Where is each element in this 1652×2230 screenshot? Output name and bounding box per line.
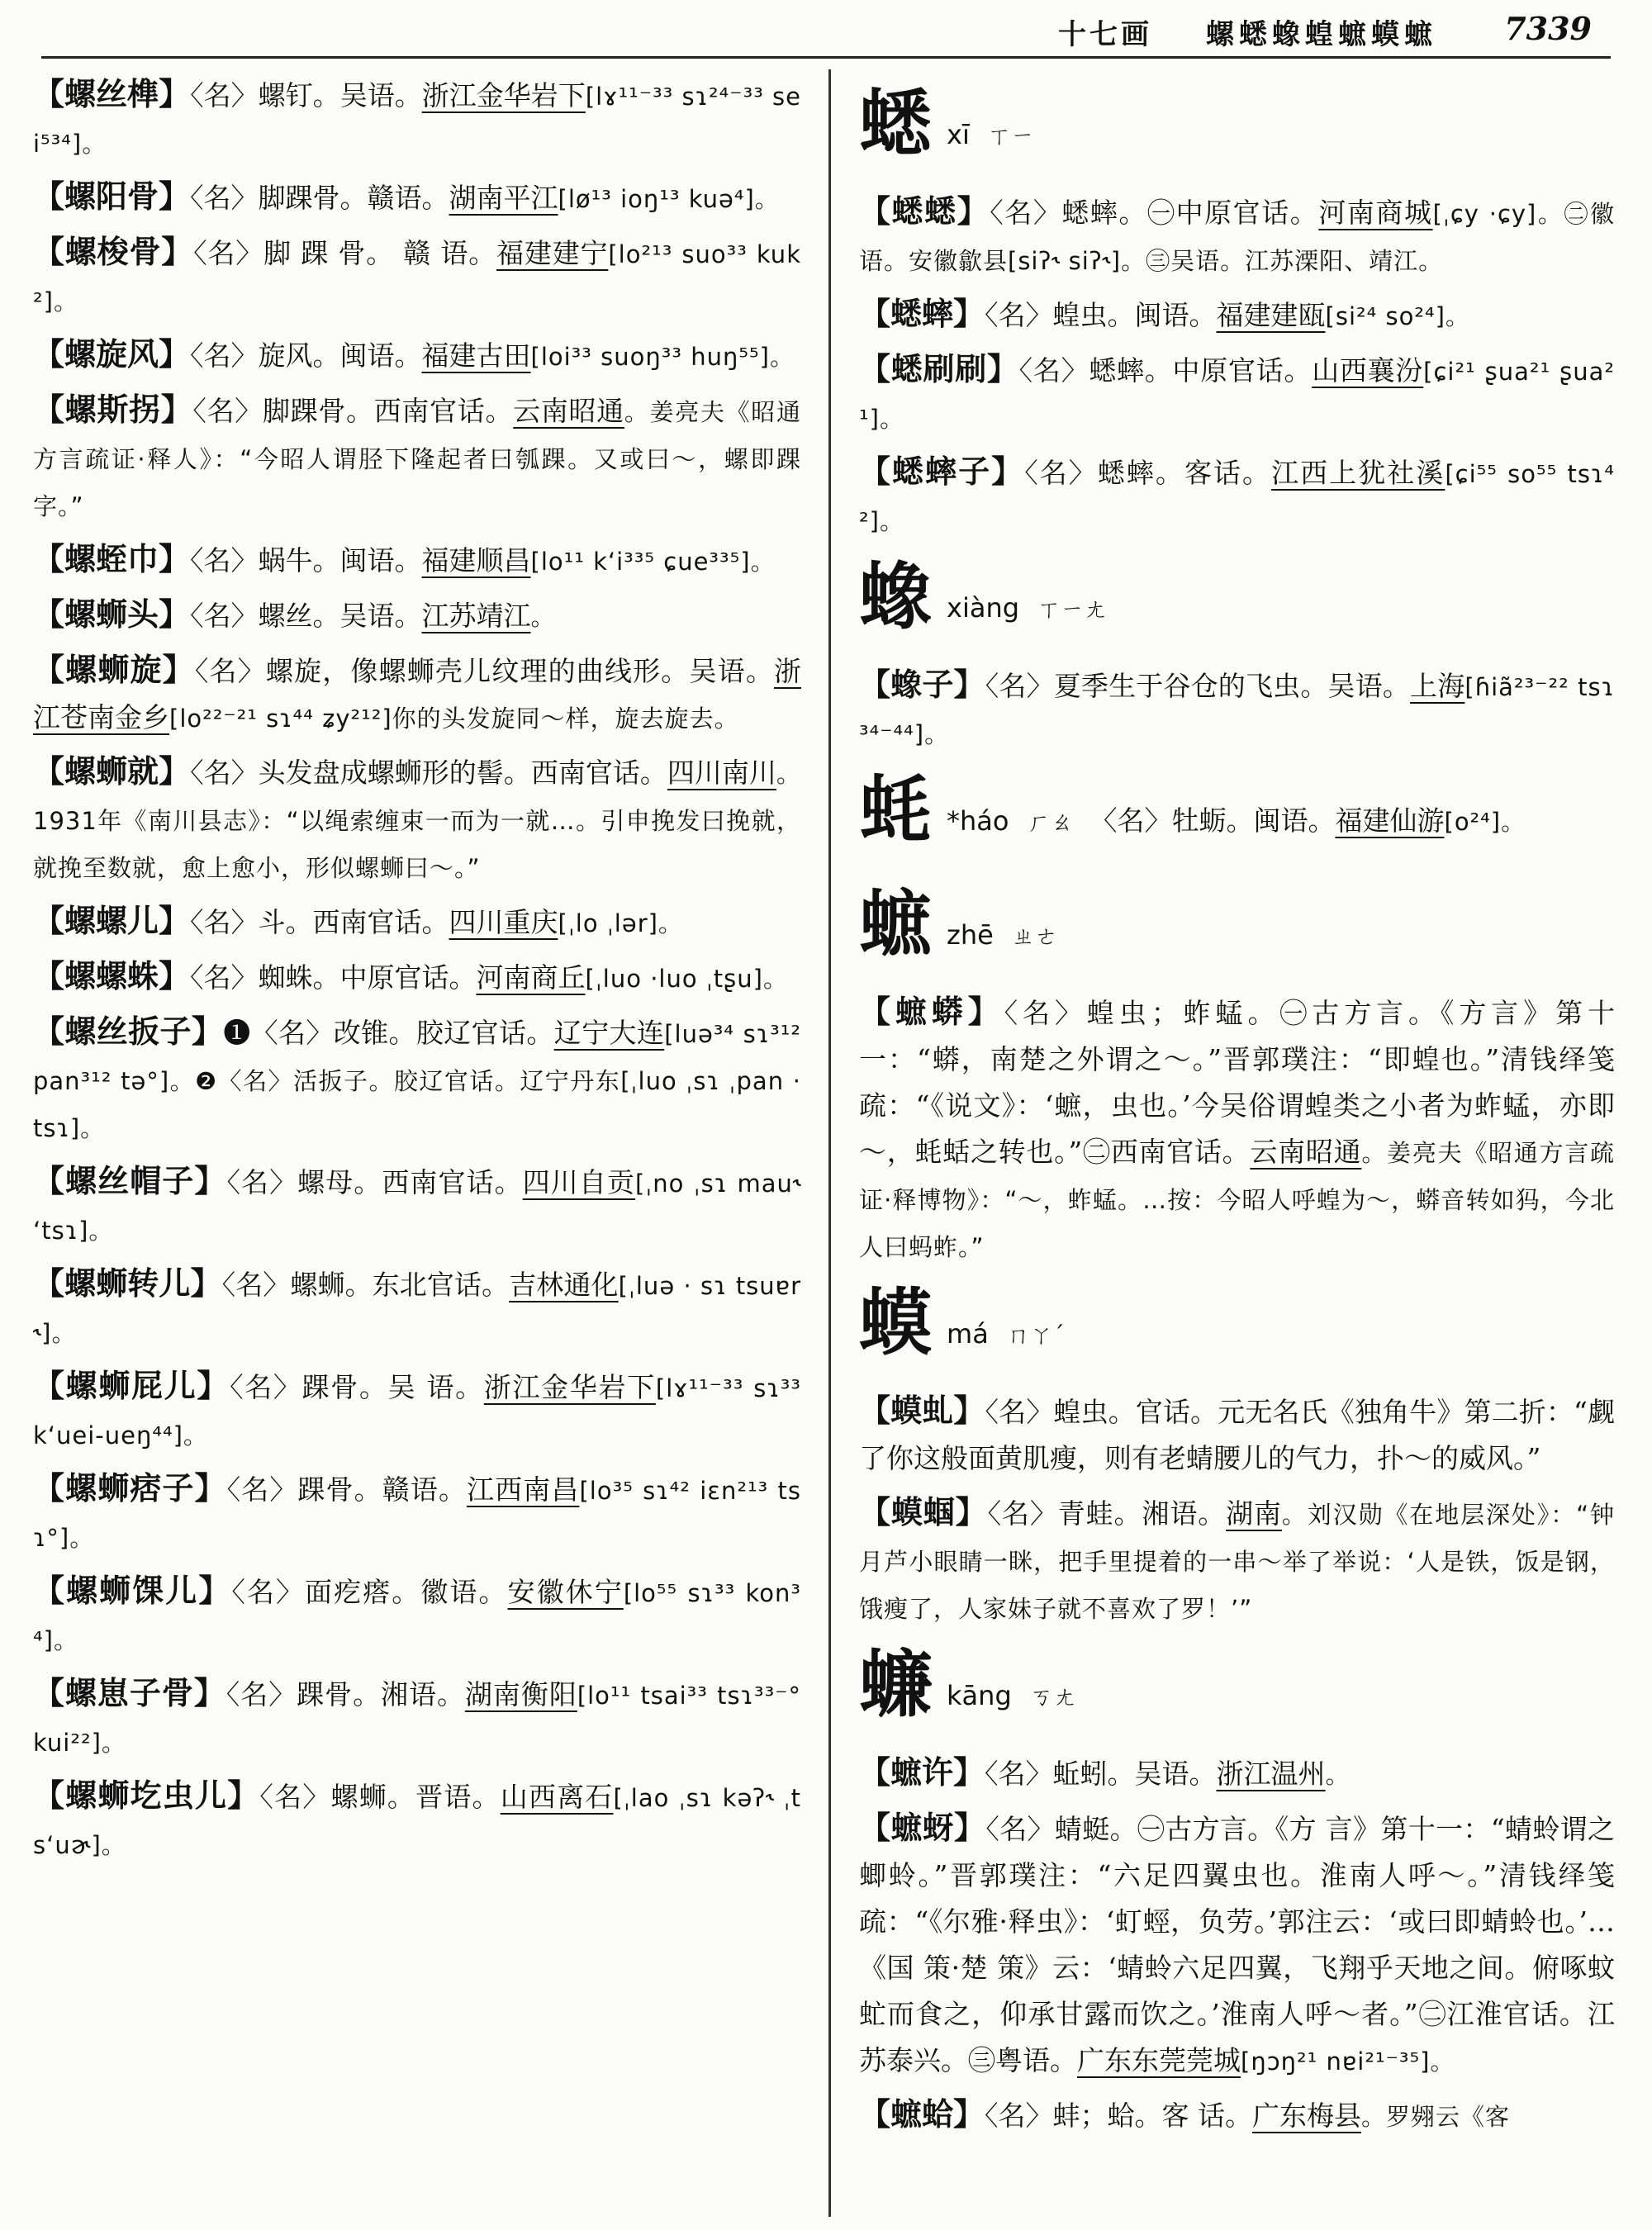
zhuyin: ㄏㄠ bbox=[1027, 809, 1074, 836]
entry-pronunciation: [lo¹¹ k‘i³³⁵ ɕue³³⁵]。 bbox=[530, 548, 776, 576]
pinyin: má bbox=[947, 1318, 989, 1350]
xi-entries bbox=[859, 188, 1615, 544]
entry-location: 四川南川 bbox=[667, 757, 776, 789]
entry-pronunciation: 。 bbox=[530, 603, 556, 631]
zhuyin: ㄒㄧㄤ bbox=[1037, 595, 1108, 623]
char-head-xiang bbox=[859, 551, 1615, 658]
entry-headword: 【螺蛭巾】 bbox=[33, 540, 191, 577]
dictionary-entry bbox=[33, 1260, 801, 1356]
entry-headword: 【蟅蚜】 bbox=[859, 1809, 986, 1846]
entry-headword: 【蟋蟀】 bbox=[859, 295, 985, 332]
dictionary-entry bbox=[33, 229, 801, 325]
entry-location: 浙江金华岩下 bbox=[421, 79, 586, 112]
entry-definition: 〈名〉螺钉。吴语。 bbox=[190, 79, 422, 112]
entry-location: 四川自贡 bbox=[522, 1166, 636, 1198]
entry-pronunciation: [ˌlao ˌsɿ kəʔ˞ ˌts‘uɚ]。 bbox=[33, 1784, 801, 1859]
entry-definition: 〈名〉踝骨。赣语。 bbox=[226, 1473, 468, 1506]
entry-definition: 〈名〉蚯蚓。吴语。 bbox=[985, 1758, 1217, 1790]
entry-definition: 〈名〉蜻蜓。㊀古方言。《方 言》第十一：“蜻蛉谓之蝍蛉。”晋郭璞注：“六足四翼虫也。淮南人呼～。”清钱绎笺疏：“《尔雅·释虫》：‘虰蛵，负劳。’郭注云：‘或曰即蜻蛉也。’…《国 策·楚 策》云：‘蜻蛉六足四翼，飞翔乎天地之间。俯啄蚊虻而食之，仰承甘露而饮之。’淮南人呼～者。”㊁江淮官话。江苏泰兴。㊂粤语。 bbox=[859, 1813, 1615, 2076]
page-number: 7339 bbox=[1504, 10, 1592, 47]
entry-headword: 【蟋刷刷】 bbox=[859, 350, 1019, 387]
entry-location: 广东东莞莞城 bbox=[1077, 2044, 1241, 2076]
dictionary-entry bbox=[859, 291, 1615, 339]
dictionary-entry bbox=[859, 346, 1615, 442]
entry-definition: 〈名〉螺母。西南官话。 bbox=[226, 1166, 523, 1198]
entry-pronunciation: [ŋɔŋ²¹ nɐi²¹⁻³⁵]。 bbox=[1241, 2047, 1455, 2076]
dictionary-entry bbox=[859, 989, 1615, 1270]
zhuyin: ㄎㄤ bbox=[1029, 1683, 1076, 1710]
zhuyin: ㄇㄚˊ bbox=[1006, 1321, 1065, 1349]
dictionary-entry bbox=[33, 647, 801, 742]
head-char: 蟆 bbox=[859, 1279, 933, 1365]
pinyin: *háo bbox=[947, 805, 1009, 837]
entry-headword: 【螺丝扳子】 bbox=[33, 1013, 224, 1050]
hao-ipa: [o²⁴]。 bbox=[1444, 808, 1526, 836]
entry-definition: 〈名〉踝骨。吴 语。 bbox=[230, 1371, 484, 1403]
entry-headword: 【螺崽子骨】 bbox=[33, 1674, 226, 1711]
xiang-entries bbox=[859, 662, 1615, 757]
dictionary-entry bbox=[33, 1158, 801, 1254]
entry-headword: 【螺蛳馃儿】 bbox=[33, 1572, 232, 1609]
entry-headword: 【蟅蛤】 bbox=[859, 2095, 985, 2133]
column-divider bbox=[828, 69, 831, 2217]
entry-location: 湖南平江 bbox=[449, 182, 558, 214]
entry-location: 浙江温州 bbox=[1216, 1758, 1326, 1790]
dictionary-entry bbox=[33, 71, 801, 167]
entry-headword: 【蟅蟒】 bbox=[859, 993, 1004, 1030]
entry-definition: 〈名〉脚踝骨。西南官话。 bbox=[192, 395, 514, 427]
entry-headword: 【蟆虬】 bbox=[859, 1392, 985, 1429]
section-label: 十七画 bbox=[1058, 18, 1152, 51]
entry-definition: 〈名〉踝骨。湘语。 bbox=[225, 1678, 465, 1710]
entry-location: 江西上犹社溪 bbox=[1271, 457, 1446, 489]
char-head-hao bbox=[859, 764, 1615, 871]
char-head-kang bbox=[859, 1639, 1615, 1746]
dictionary-entry bbox=[33, 591, 801, 640]
pinyin: zhē bbox=[947, 919, 994, 951]
entry-pronunciation: [ɕi⁵⁵ so⁵⁵ tsɿ⁴²]。 bbox=[859, 460, 1615, 535]
entry-pronunciation: [ɦiã²³⁻²² tsɿ³⁴⁻⁴⁴]。 bbox=[859, 673, 1615, 748]
dictionary-entry bbox=[859, 2091, 1615, 2140]
head-char: 蟋 bbox=[859, 80, 933, 166]
entry-headword: 【螺蛳旋】 bbox=[33, 651, 195, 688]
entry-pronunciation: [lo⁵⁵ sɿ³³ kon³⁴]。 bbox=[33, 1579, 801, 1654]
ma-entries bbox=[859, 1388, 1615, 1632]
entry-headword: 【蟆蝈】 bbox=[859, 1493, 988, 1530]
dictionary-entry bbox=[859, 448, 1615, 544]
entry-headword: 【螺蛳转儿】 bbox=[33, 1264, 222, 1302]
entry-pronunciation: 。姜亮夫《昭通方言疏证·释博物》：“～，蚱蜢。…按：今昭人呼蝗为～，蟒音转如犸，今北人曰蚂蚱。” bbox=[859, 1139, 1616, 1261]
dictionary-entry bbox=[33, 1772, 801, 1868]
header-chars: 螺蟋蟓蝗蟅蟆蟅 bbox=[1206, 18, 1437, 51]
entry-location: 辽宁大连 bbox=[553, 1017, 665, 1049]
head-char: 蟓 bbox=[859, 553, 933, 639]
entry-headword: 【螺蛳痞子】 bbox=[33, 1469, 227, 1506]
entry-location: 吉林通化 bbox=[509, 1269, 619, 1301]
entry-headword: 【蟅许】 bbox=[859, 1753, 985, 1791]
dictionary-entry bbox=[33, 898, 801, 947]
entry-headword: 【螺斯拐】 bbox=[33, 391, 193, 428]
entry-location: 江苏靖江 bbox=[421, 600, 531, 632]
entry-definition: 〈名〉螺蛳。晋语。 bbox=[259, 1781, 501, 1813]
entry-pronunciation: [lo³⁵ sɿ⁴² iɛn²¹³ tsɿ°]。 bbox=[33, 1477, 802, 1552]
entry-pronunciation: [lɤ¹¹⁻³³ sɿ³³ k‘uei-ueŋ⁴⁴]。 bbox=[33, 1374, 801, 1450]
entry-headword: 【蟋蟀子】 bbox=[859, 453, 1025, 490]
entry-pronunciation: [lo²¹³ suo³³ kuk²]。 bbox=[33, 240, 801, 316]
entry-location: 福建古田 bbox=[421, 339, 531, 372]
entry-pronunciation: [lɤ¹¹⁻³³ sɿ²⁴⁻³³ sei⁵³⁴]。 bbox=[33, 83, 801, 158]
dictionary-entry bbox=[859, 1805, 1615, 2085]
entry-pronunciation: [ˌlo ˌlər]。 bbox=[558, 909, 683, 937]
entry-definition: 〈名〉脚 踝 骨。 赣 语。 bbox=[193, 237, 497, 269]
zhuyin: ㄒㄧ bbox=[987, 122, 1034, 149]
head-char: 蚝 bbox=[859, 766, 933, 852]
entry-location: 浙江苍南金乡 bbox=[33, 655, 801, 733]
entry-location: 安徽休宁 bbox=[507, 1576, 624, 1608]
entry-definition: 〈名〉螺丝。吴语。 bbox=[190, 600, 422, 632]
entry-headword: 【螺蛳圪虫儿】 bbox=[33, 1777, 260, 1814]
entry-pronunciation: 。 bbox=[1325, 1761, 1351, 1789]
entry-location: 福建建宁 bbox=[496, 237, 609, 269]
left-column bbox=[33, 71, 801, 1875]
dictionary-entry bbox=[33, 1670, 801, 1766]
entry-pronunciation: [ˌluə · sɿ tsuɐr˞]。 bbox=[33, 1272, 801, 1347]
entry-pronunciation: 。1931年《南川县志》：“以绳索缠束一而为一就…。引申挽发曰挽就，就挽至数就，愈上愈小，形似螺蛳曰～。” bbox=[33, 760, 801, 882]
entry-pronunciation: 。刘汉勋《在地层深处》：“钟月芦小眼睛一眯，把手里提着的一串～举了举说：‘人是铁，饭是钢，饿瘦了，人家妹子就不喜欢了罗！’” bbox=[859, 1501, 1616, 1623]
entry-headword: 【蟓子】 bbox=[859, 666, 985, 703]
entry-location: 云南昭通 bbox=[1250, 1136, 1362, 1168]
dictionary-entry bbox=[33, 1465, 801, 1561]
char-head-xi bbox=[859, 78, 1615, 185]
entry-definition: 〈名〉蝗虫。官话。元无名氏《独角牛》第二折：“觑了你这般面黄肌瘦，则有老蜻腰儿的气力，扑～的威风。” bbox=[859, 1396, 1615, 1474]
entry-location: 浙江金华岩下 bbox=[483, 1371, 656, 1403]
entry-headword: 【螺阳骨】 bbox=[33, 178, 191, 215]
kang-entries bbox=[859, 1749, 1615, 2140]
entry-definition: 〈名〉夏季生于谷仓的飞虫。吴语。 bbox=[985, 670, 1411, 702]
pinyin: xiàng bbox=[947, 592, 1020, 624]
entry-definition: 〈名〉蟋蟀。中原官话。 bbox=[1018, 354, 1313, 387]
entry-location: 山西襄汾 bbox=[1312, 354, 1424, 387]
entry-headword: 【螺丝榫】 bbox=[33, 75, 191, 112]
entry-location: 河南商城 bbox=[1318, 197, 1433, 229]
entry-location: 福建建瓯 bbox=[1216, 299, 1326, 331]
entry-definition: 〈名〉头发盘成螺蛳形的髻。西南官话。 bbox=[190, 757, 667, 789]
entry-headword: 【蟋蟋】 bbox=[859, 192, 990, 230]
dictionary-entry bbox=[33, 387, 801, 529]
entry-definition: 〈名〉面疙瘩。徽语。 bbox=[231, 1576, 508, 1608]
pinyin: xī bbox=[947, 119, 970, 150]
dictionary-entry bbox=[33, 1363, 801, 1459]
entry-pronunciation: [lø¹³ ioŋ¹³ kuə⁴]。 bbox=[558, 185, 780, 213]
entry-definition: ❶〈名〉改锥。胶辽官话。 bbox=[223, 1017, 554, 1049]
entry-definition: 〈名〉脚踝骨。赣语。 bbox=[190, 182, 449, 214]
char-head-ma bbox=[859, 1277, 1615, 1384]
entry-definition: 〈名〉螺蛳。东北官话。 bbox=[221, 1269, 510, 1301]
entry-pronunciation: [ˌɕy ·ɕy]。㊁徽语。安徽歙县[siʔ˞ siʔ˞]。㊂吴语。江苏溧阳、靖江。 bbox=[859, 200, 1616, 275]
zhuyin: ㄓㄜ bbox=[1011, 923, 1058, 950]
dictionary-entry bbox=[859, 1388, 1615, 1483]
hao-definition bbox=[1090, 804, 1526, 837]
entry-definition: 〈名〉蝗虫；蚱蜢。㊀古方言。《方言》第十一：“蟒，南楚之外谓之～。”晋郭璞注：“即蝗也。”清钱绎笺疏：“《说文》：‘蟅，虫也。’今吴俗谓蝗类之小者为蚱蜢，亦即～，蚝蛞之转也。”㊁西南官话。 bbox=[859, 997, 1615, 1168]
dictionary-entry bbox=[33, 1008, 801, 1151]
hao-definition-text: 〈名〉牡蛎。闽语。 bbox=[1089, 804, 1336, 837]
entry-definition: 〈名〉蜘蛛。中原官话。 bbox=[190, 961, 477, 994]
entry-location: 广东梅县 bbox=[1252, 2100, 1362, 2132]
dictionary-entry bbox=[33, 953, 801, 1002]
head-char: 蠊 bbox=[859, 1641, 933, 1727]
entry-location: 湖南衡阳 bbox=[464, 1678, 577, 1710]
right-column bbox=[859, 71, 1615, 2147]
location: 福建仙游 bbox=[1335, 804, 1445, 837]
dictionary-entry bbox=[33, 748, 801, 891]
entry-definition: 〈名〉蚌；蛤。客 话。 bbox=[985, 2100, 1253, 2132]
entry-location: 云南昭通 bbox=[513, 395, 624, 427]
dictionary-entry bbox=[859, 662, 1615, 757]
entry-location: 上海 bbox=[1410, 670, 1465, 702]
entry-headword: 【螺旋风】 bbox=[33, 335, 191, 372]
entry-location: 山西离石 bbox=[500, 1781, 614, 1813]
entry-pronunciation: [luə³⁴ sɿ³¹² pan³¹² tə°]。❷〈名〉活扳子。胶辽官话。辽宁丹东[ˌluo ˌsɿ ˌpan ·tsɿ]。 bbox=[33, 1020, 802, 1142]
entry-location: 河南商丘 bbox=[476, 961, 586, 994]
entry-headword: 【螺螺蛛】 bbox=[33, 957, 191, 994]
entry-location: 福建顺昌 bbox=[421, 544, 531, 576]
entry-location: 江西南昌 bbox=[467, 1473, 580, 1506]
entry-headword: 【螺蛳头】 bbox=[33, 595, 191, 633]
entry-pronunciation: 。罗翙云《客 bbox=[1361, 2103, 1511, 2131]
entry-definition: 〈名〉青蛙。湘语。 bbox=[987, 1497, 1227, 1530]
head-char: 蟅 bbox=[859, 880, 933, 966]
entry-definition: 〈名〉蟋蟀。㊀中原官话。 bbox=[990, 197, 1319, 229]
entry-definition: 〈名〉蝗虫。闽语。 bbox=[985, 299, 1217, 331]
entry-definition: 〈名〉旋风。闽语。 bbox=[190, 339, 422, 372]
entry-pronunciation: 。姜亮夫《昭通方言疏证·释人》：“今昭人谓胫下隆起者曰瓠踝。又或曰～，螺即踝字。” bbox=[33, 398, 801, 520]
entry-headword: 【螺蛳屁儿】 bbox=[33, 1367, 230, 1404]
dictionary-entry bbox=[859, 1489, 1615, 1632]
char-head-zhe bbox=[859, 878, 1615, 985]
entry-location: 湖南 bbox=[1226, 1497, 1282, 1530]
entry-definition: 〈名〉螺旋，像螺蛳壳儿纹理的曲线形。吴语。 bbox=[194, 655, 774, 687]
dictionary-entry bbox=[33, 1568, 801, 1663]
dictionary-entry bbox=[33, 536, 801, 585]
dictionary-entry bbox=[859, 1749, 1615, 1798]
zhe-entries bbox=[859, 989, 1615, 1270]
entry-headword: 【螺丝帽子】 bbox=[33, 1162, 227, 1199]
entry-definition: 〈名〉斗。西南官话。 bbox=[190, 906, 449, 938]
entry-pronunciation: [ˌluo ·luo ˌtʂu]。 bbox=[585, 965, 788, 993]
entry-pronunciation: [lo¹¹ tsai³³ tsɿ³³⁻° kui²²]。 bbox=[33, 1682, 802, 1757]
entry-definition: 〈名〉蜗牛。闽语。 bbox=[190, 544, 422, 576]
entry-headword: 【螺蛳就】 bbox=[33, 752, 191, 790]
entry-pronunciation: [ˌno ˌsɿ mau˞ ‘tsɿ]。 bbox=[33, 1170, 802, 1245]
entry-location: 四川重庆 bbox=[449, 906, 558, 938]
header-rule bbox=[41, 56, 1611, 59]
dictionary-entry bbox=[33, 173, 801, 222]
entry-pronunciation: [ɕi²¹ ʂua²¹ ʂua²¹]。 bbox=[859, 358, 1616, 433]
entry-headword: 【螺螺儿】 bbox=[33, 902, 191, 939]
entry-definition: 〈名〉蟋蟀。客话。 bbox=[1024, 457, 1272, 489]
dictionary-entry bbox=[859, 188, 1615, 284]
entry-headword: 【螺梭骨】 bbox=[33, 233, 194, 270]
dictionary-entry bbox=[33, 331, 801, 380]
entry-pronunciation: [si²⁴ so²⁴]。 bbox=[1325, 302, 1470, 330]
entry-pronunciation: [lo²²⁻²¹ sɿ⁴⁴ ʑy²¹²]你的头发旋同～样，旋去旋去。 bbox=[169, 705, 739, 733]
page-header bbox=[0, 0, 1652, 61]
entry-pronunciation: [loi³³ suoŋ³³ huŋ⁵⁵]。 bbox=[530, 343, 795, 371]
pinyin: kāng bbox=[947, 1680, 1012, 1711]
